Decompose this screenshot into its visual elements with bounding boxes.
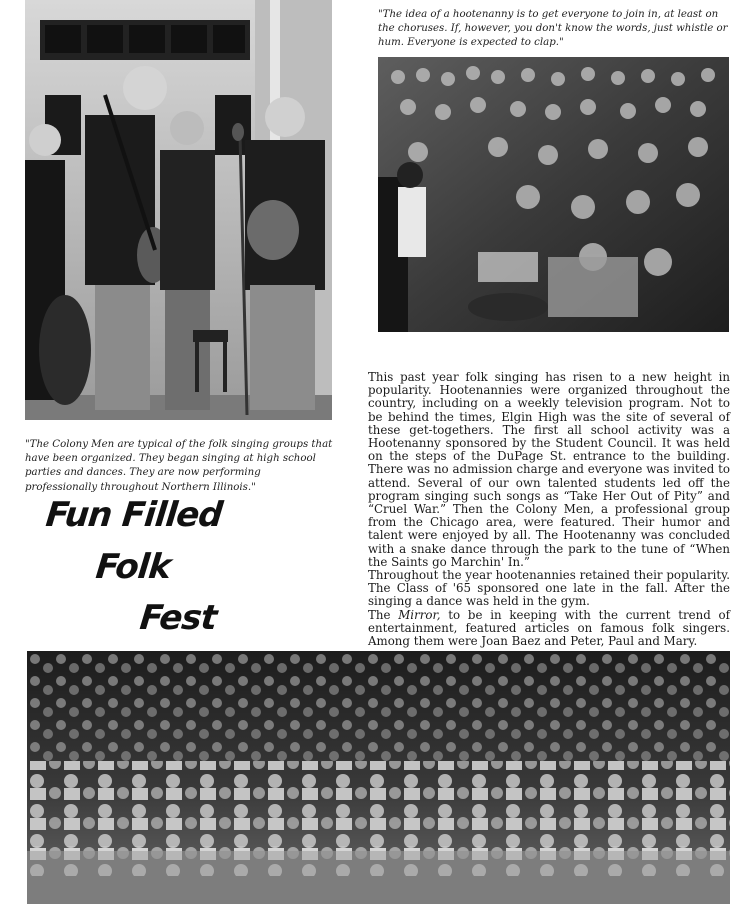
article-body [368,371,730,648]
mirror-title: Mirror, [398,607,441,622]
band-caption: "The Colony Men are typical of the folk singing groups that have been organized. They began singing at high school parties and dances. They are now performing professionally throughout Northern Illinois." [25,439,333,493]
audience-steps-photo [378,57,729,332]
title-line-fest: Fest [137,598,219,638]
crowd-night-photo [27,651,730,904]
article-paragraph-3-prefix: The [368,607,399,622]
band-photo [25,0,332,420]
article-paragraph-1: This past year folk singing has risen to a new height in popularity. Hootenannies were organized throughout the country, including on a weekly television program. Not to be behind the times, Elgin High was the site of several of these get-togethers. The first all school activity was a Hootenanny sponsored by the Student Council. It was held on the steps of the DuPage St. entrance to the building. There was no admission charge and everyone was invited to attend. Several of our own talented students led off the program singing such songs as “Take Her Out of Pity” and “Cruel War.” Then the Colony Men, a professional group from the Chicago area, were featured. Their humor and talent were enjoyed by all. The Hootenanny was concluded with a snake dance through the park to the tune of “When the Saints go Marchin' In.” [368,370,730,569]
article-paragraph-3-rest: to be in keeping with the current trend of entertainment, featured articles on famous folk singers. Among them were Joan Baez and Peter, Paul and Mary. [368,607,730,649]
article-paragraph-2: Throughout the year hootenannies retained their popularity. The Class of '65 sponsored one late in the fall. After the singing a dance was held in the gym. [368,568,730,609]
hootenanny-caption: "The idea of a hootenanny is to get everyone to join in, at least on the choruses. If, however, you don't know the words, just whistle or hum. Everyone is expected to clap." [378,9,728,49]
title-line-folk: Folk [93,547,173,587]
title-line-fun-filled: Fun Filled [43,495,224,535]
article-paragraph-3 [368,609,730,649]
